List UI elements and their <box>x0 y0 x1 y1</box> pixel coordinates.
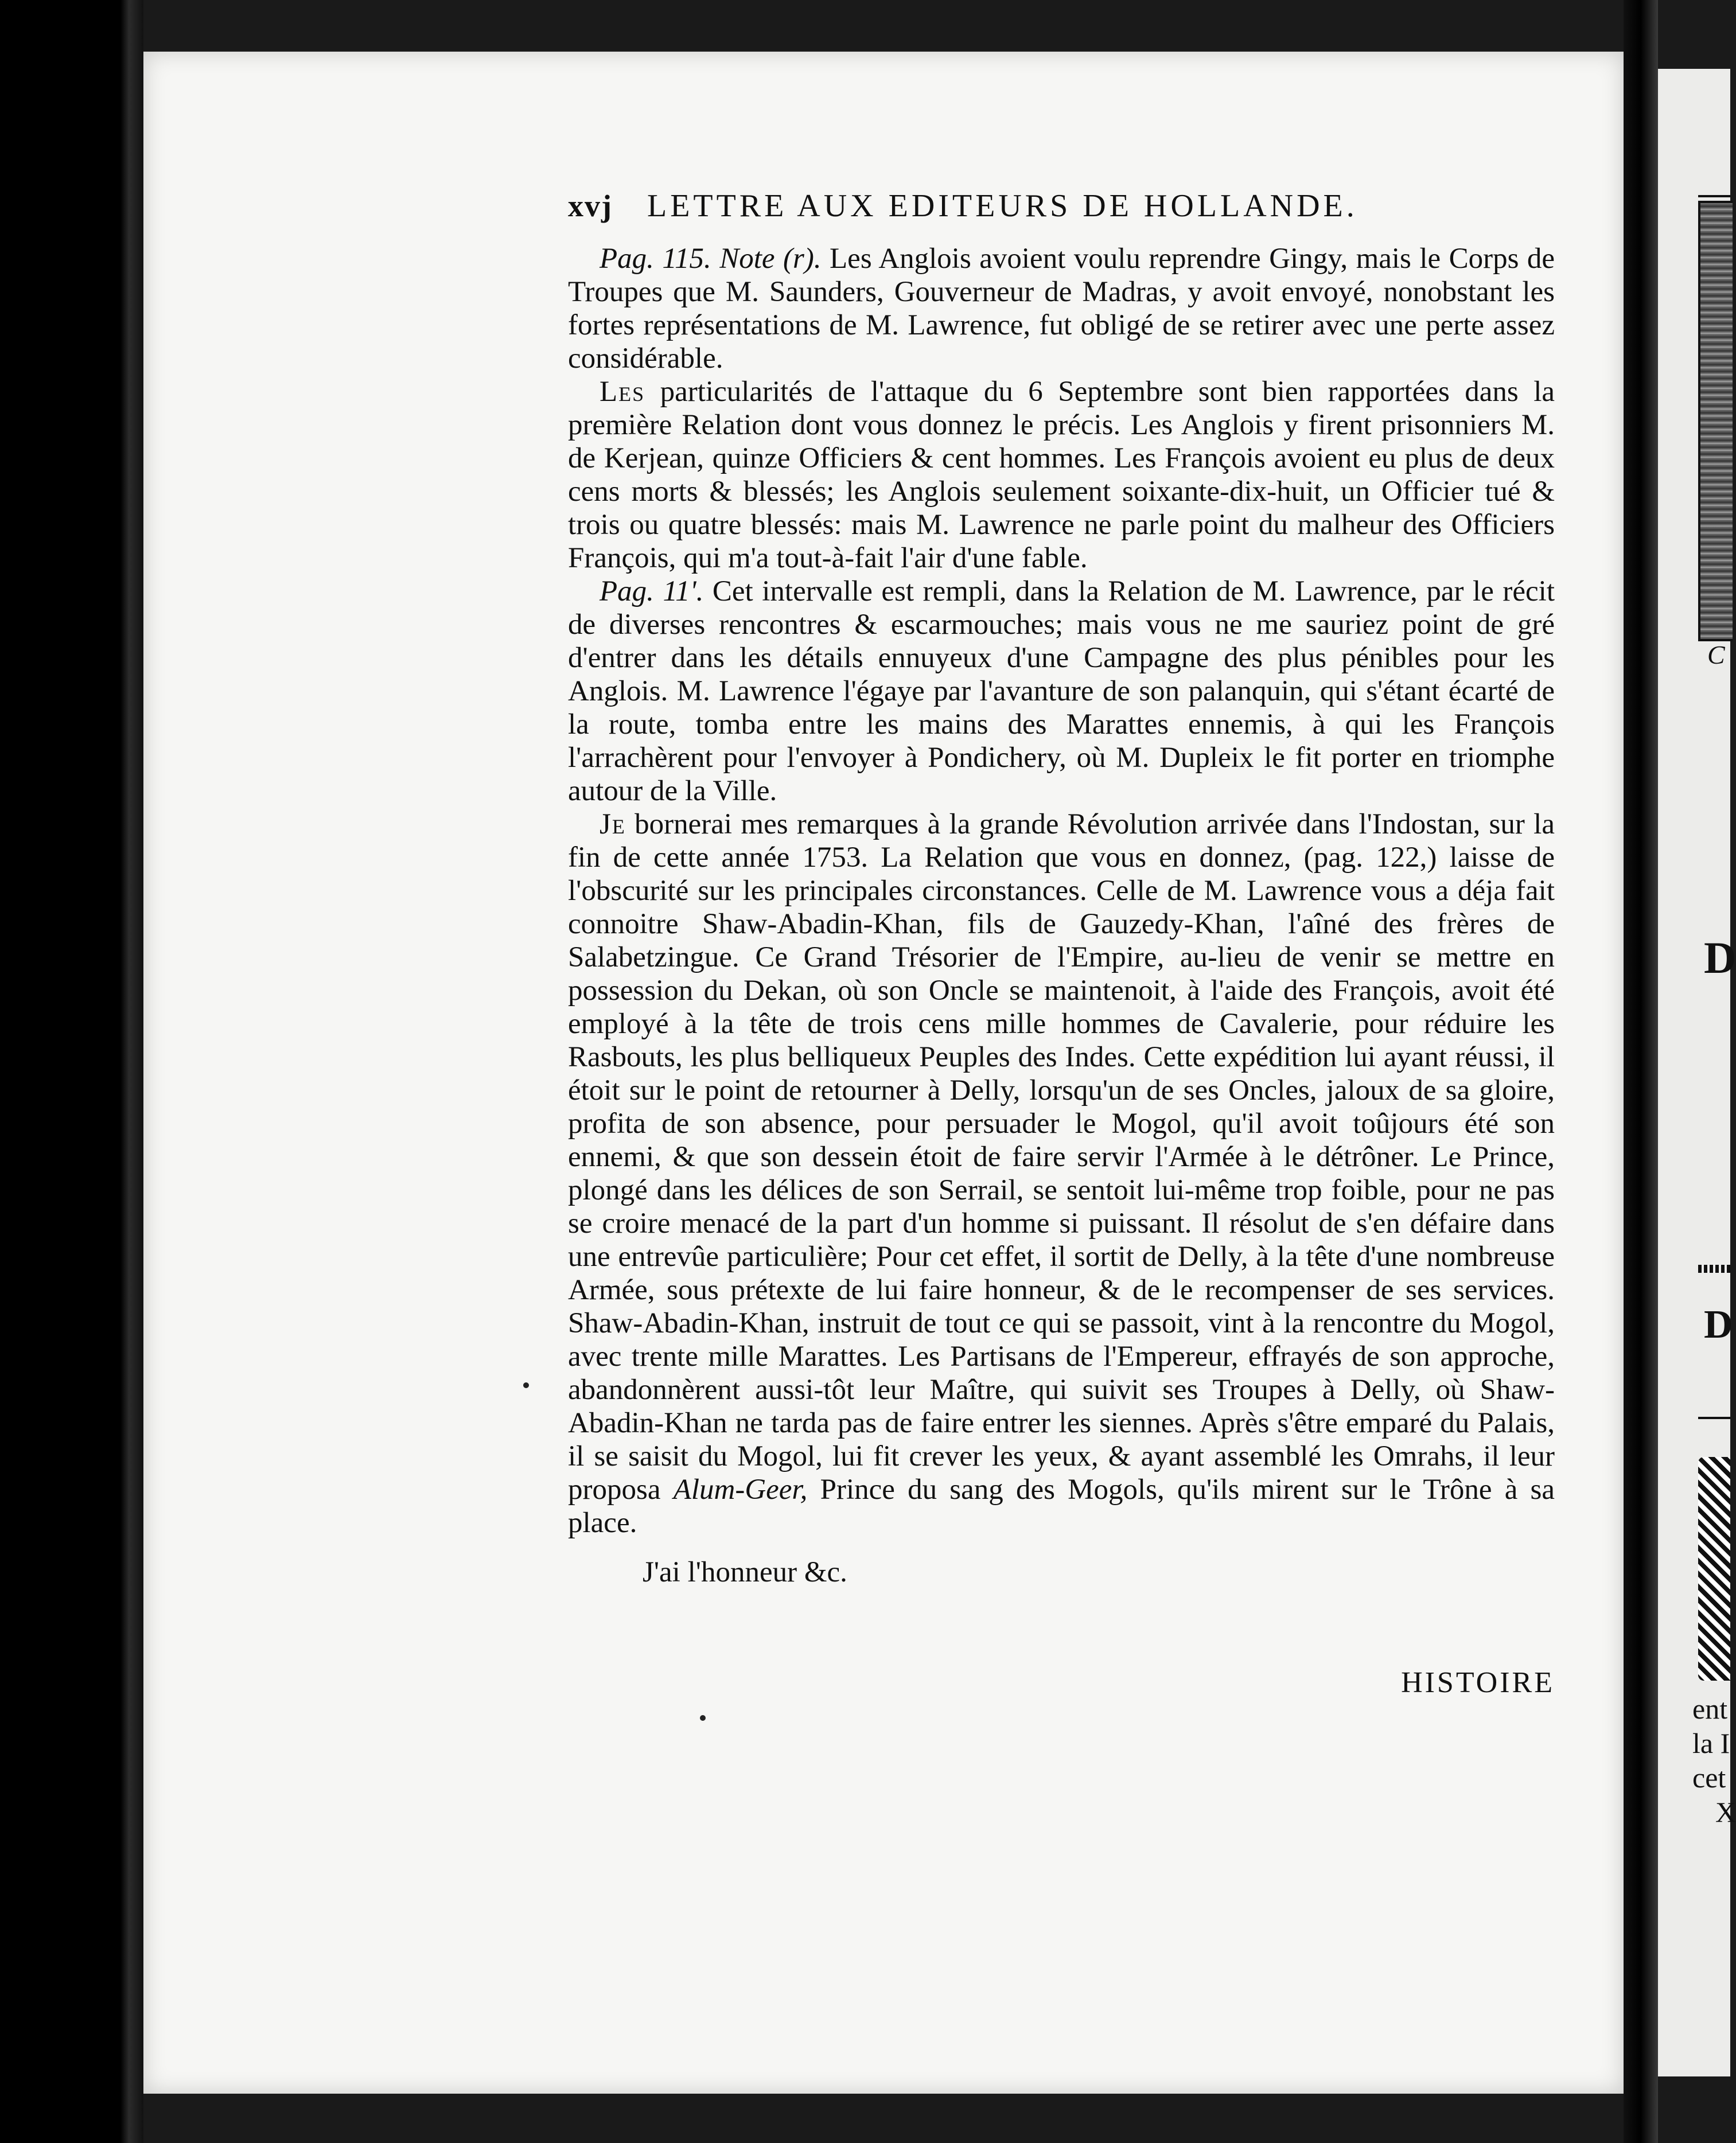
paragraph-lead: Les <box>600 376 645 408</box>
paragraph-text: Les Anglois avoient voulu reprendre Gingy, mais le Corps de Troupes que M. Saunders, Gouverneur de Madras, y avoit envoyé, nonobstant les fortes représentations de M. Lawrence, fut obligé de se retirer avec une perte assez considérable. <box>568 243 1555 375</box>
paragraph-text: particularités de l'attaque du 6 Septembre sont bien rapportées dans la première Relation dont vous donnez le précis. Les Anglois y firent prisonniers M. de Kerjean, quinze Officiers & cent hommes. Les François avoient eu plus de deux cens morts & blessés; les Anglois seulement soixante-dix-huit, un Officier tué & trois ou quatre blessés: mais M. Lawrence ne parle point du malheur des Officiers François, qui m'a tout-à-fait l'air d'une fable. <box>568 376 1555 574</box>
facing-ornament-band <box>1698 1265 1730 1273</box>
facing-rule <box>1698 1417 1730 1419</box>
paragraph-text: bornerai mes remarques à la grande Révolution arrivée dans l'Indostan, sur la fin de cette année 1753. La Relation que vous en donnez, (pag. 122,) laisse de l'obscurité sur les principales circonstances. Celle de M. Lawrence vous a déja fait connoitre Shaw-Abadin-Khan, fils de Gauzedy-Khan, l'aîné des frères de Salabetzingue. Ce Grand Trésorier de l'Empire, au-lieu de venir se mettre en possession du Dekan, où son Oncle se maintenoit, à l'aide des François, avoit été employé à la tête de trois cens mille hommes de Cavalerie, pour réduire les Rasbouts, les plus belliqueux Peuples des Indes. Cette expédition lui ayant réussi, il étoit sur le point de retourner à Delly, lorsqu'un de ses Oncles, jaloux de sa gloire, profita de son absence, pour persuader le Mogol, qu'il avoit toûjours été son ennemi, & que son dessein étoit de faire servir l'Armée à le détrôner. Le Prince, plongé dans les délices de son Serrail, se sentoit lui-même trop foible, pour ne pas se croire menacé de la part d'un homme si puissant. Il résolut de s'en défaire dans une entrevûe particulière; Pour cet effet, il sortit de Delly, à la tête d'une nombreuse Armée, sous prétexte de lui faire honneur, & de le recompenser de ses services. Shaw-Abadin-Khan, instruit de tout ce qui se passoit, vint à la rencontre du Mogol, avec trente mille Marattes. Les Partisans de l'Empereur, effrayés de son approche, abandonnèrent aussi-tôt leur Maître, qui suivit ses Troupes à Delly, où Shaw-Abadin-Khan ne tarda pas de faire entrer les siennes. Après s'être emparé du Palais, il se saisit du Mogol, lui fit crever les yeux, & ayant assemblé les Omrahs, il leur proposa <box>568 808 1555 1506</box>
left-page-edge <box>0 0 143 2143</box>
facing-page-fragment <box>1658 69 1736 2076</box>
paragraph-text: Cet intervalle est rempli, dans la Relation de M. Lawrence, par le récit de diverses rencontres & escarmouches; mais vous ne me sauriez point de gré d'entrer dans les détails ennuyeux d'une Campagne des plus pénibles pour les Anglois. M. Lawrence l'égaye par l'avanture de son palanquin, qui s'étant écarté de la route, tomba entre les mains des Marattes ennemis, à qui les François l'arrachèrent pour l'envoyer à Pondichery, où M. Dupleix le fit porter en triomphe autour de la Ville. <box>568 575 1555 807</box>
page-header <box>568 189 1555 229</box>
ink-speck <box>700 1715 706 1721</box>
binding-gutter <box>1624 0 1658 2143</box>
facing-letter: la I <box>1692 1727 1730 1759</box>
closing-formula: J'ai l'honneur &c. <box>643 1556 847 1588</box>
italic-name: Alum-Geer, <box>673 1474 808 1506</box>
facing-letter: C <box>1707 640 1725 669</box>
folio: xvj <box>568 189 613 223</box>
facing-letter: D <box>1704 1303 1733 1347</box>
paragraph <box>568 575 1555 808</box>
facing-letter: cet <box>1692 1762 1726 1794</box>
page-body <box>568 242 1555 1589</box>
facing-ornamental-initial <box>1698 1457 1730 1681</box>
page-reference: Pag. 11'. <box>600 575 704 607</box>
page-reference: Pag. 115. Note (r). <box>600 243 822 275</box>
facing-rule <box>1698 195 1730 197</box>
facing-letter: D <box>1704 933 1736 983</box>
ink-speck <box>523 1382 529 1388</box>
paragraph <box>568 808 1555 1540</box>
running-title: LETTRE AUX EDITEURS DE HOLLANDE. <box>647 188 1358 224</box>
catchword: HISTOIRE <box>1401 1666 1555 1699</box>
paragraph <box>568 375 1555 575</box>
facing-engraving <box>1698 201 1733 641</box>
paragraph-text: Prince du sang des Mogols, qu'ils mirent sur le Trône à sa place. <box>568 1474 1555 1539</box>
facing-letter: X <box>1715 1796 1736 1828</box>
paragraph <box>568 242 1555 375</box>
facing-letter: ent <box>1692 1693 1728 1725</box>
paragraph-lead: Je <box>600 808 626 840</box>
